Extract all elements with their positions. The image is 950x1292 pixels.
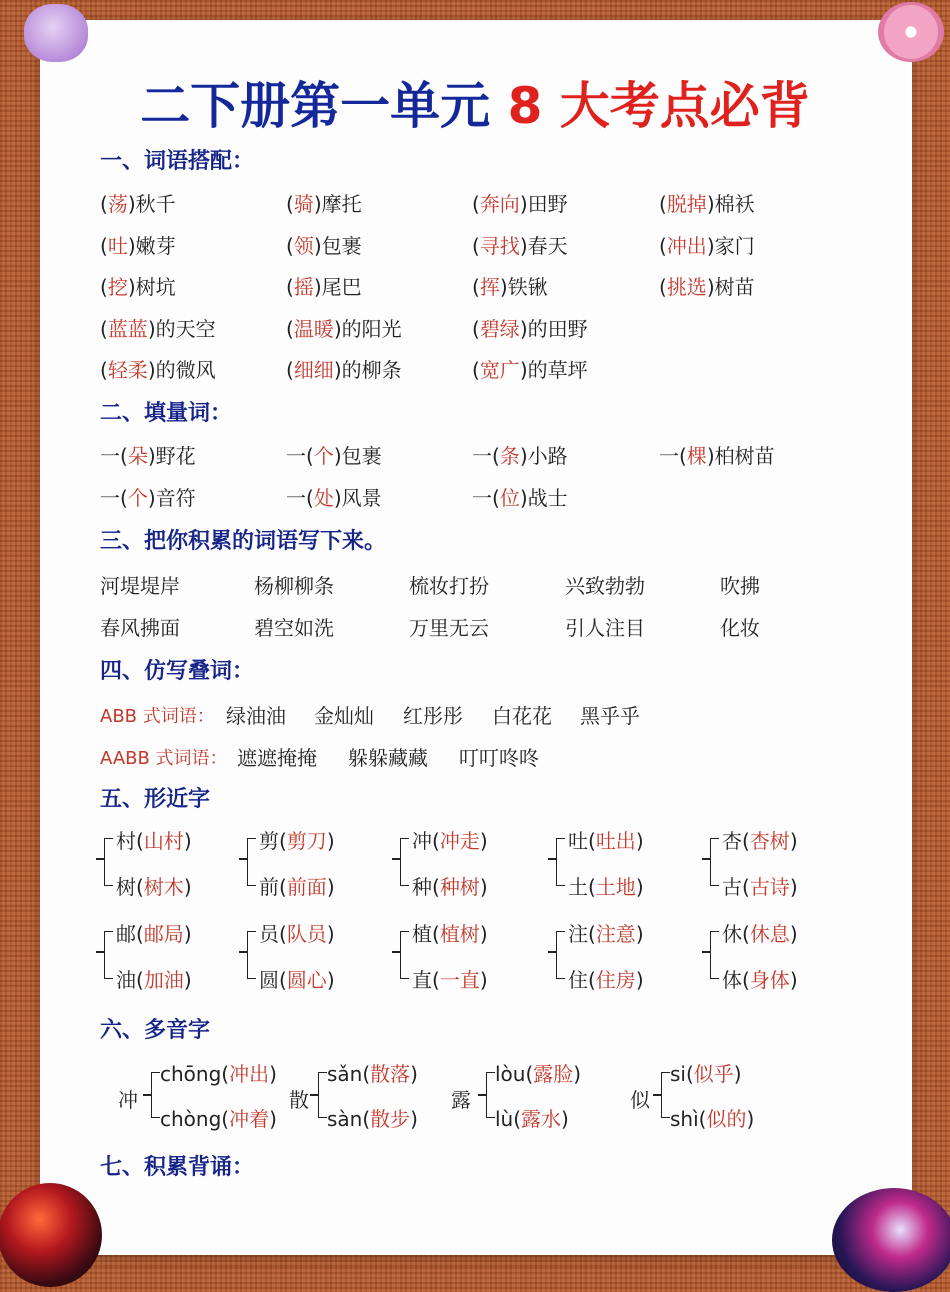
bracket-icon [247, 931, 256, 979]
measure-word-noun: 战士 [527, 486, 568, 510]
collocation-item: (挑选)树苗 [659, 275, 755, 299]
collocation-item: (轻柔)的微风 [100, 358, 216, 382]
reduplication-word: 金灿灿 [314, 704, 374, 728]
similar-char: 杏 [722, 829, 742, 853]
collocation-item: (冲出)家门 [659, 234, 755, 258]
similar-char: 注 [568, 922, 588, 946]
vocabulary-word: 引人注目 [565, 616, 645, 640]
reduplication-word: 黑乎乎 [580, 704, 640, 728]
collocation-answer: 摇 [293, 275, 314, 299]
collocation-word: 嫩芽 [135, 234, 176, 258]
vocabulary-word: 春风拂面 [100, 616, 180, 640]
similar-char: 住 [568, 968, 588, 992]
collocation-answer: 细细 [293, 358, 334, 382]
similar-char: 冲 [412, 829, 432, 853]
measure-word-item: 一(个)包裹 [286, 444, 382, 468]
measure-word-answer: 个 [313, 444, 334, 468]
collocation-answer: 挖 [107, 275, 128, 299]
vocabulary-word: 梳妆打扮 [409, 574, 489, 598]
vocabulary-word: 碧空如洗 [254, 616, 334, 640]
similar-char-word: 注意 [595, 922, 636, 946]
bracket-icon [710, 838, 719, 886]
polyphone-reading: chōng(冲出) [160, 1062, 277, 1086]
similar-char-word: 种树 [439, 875, 480, 899]
similar-char: 员 [259, 922, 279, 946]
vocabulary-word: 杨柳柳条 [254, 574, 334, 598]
measure-word-answer: 朵 [127, 444, 148, 468]
polyphone-word: 散步 [370, 1107, 411, 1131]
collocation-answer: 领 [293, 234, 314, 258]
section-7-heading: 七、积累背诵： [100, 1155, 255, 1180]
similar-char-entry: 注(注意) [568, 922, 644, 946]
collocation-word: 的天空 [155, 317, 216, 341]
similar-char-word: 冲走 [439, 829, 480, 853]
collocation-word: 春天 [527, 234, 568, 258]
similar-char: 古 [722, 875, 742, 899]
polyphone-word: 似的 [706, 1107, 747, 1131]
similar-char-word: 邮局 [143, 922, 184, 946]
polyphone-char: 冲 [118, 1088, 138, 1112]
similar-char-word: 古诗 [749, 875, 790, 899]
reduplication-word: 白花花 [492, 704, 552, 728]
page-title [0, 66, 950, 136]
galaxy-marble-left-icon [0, 1183, 102, 1287]
collocation-item: (荡)秋千 [100, 192, 176, 216]
pinyin: shì [670, 1107, 699, 1131]
similar-char-entry: 住(住房) [568, 968, 644, 992]
vocabulary-word: 兴致勃勃 [565, 574, 645, 598]
similar-char-word: 加油 [143, 968, 184, 992]
bracket-icon [556, 838, 565, 886]
similar-char-word: 前面 [286, 875, 327, 899]
polyphone-reading: chòng(冲着) [160, 1107, 277, 1131]
reduplication-word: 红彤彤 [403, 704, 463, 728]
polyphone-char: 露 [451, 1088, 471, 1112]
vocabulary-word: 吹拂 [720, 574, 760, 598]
collocation-answer: 寻找 [479, 234, 520, 258]
measure-word-item: 一(棵)柏树苗 [659, 444, 775, 468]
measure-word-noun: 小路 [527, 444, 568, 468]
measure-word-item: 一(朵)野花 [100, 444, 196, 468]
similar-char-entry: 古(古诗) [722, 875, 798, 899]
similar-char-word: 土地 [595, 875, 636, 899]
similar-char: 前 [259, 875, 279, 899]
collocation-item: (宽广)的草坪 [472, 358, 588, 382]
pinyin: sǎn [327, 1062, 363, 1086]
collocation-word: 铁锹 [507, 275, 548, 299]
section-5-heading: 五、形近字 [100, 787, 211, 812]
measure-word-answer: 个 [127, 486, 148, 510]
collocation-word: 摩托 [321, 192, 362, 216]
collocation-answer: 骑 [293, 192, 314, 216]
measure-word-item: 一(处)风景 [286, 486, 382, 510]
similar-char: 直 [412, 968, 432, 992]
similar-char-entry: 休(休息) [722, 922, 798, 946]
collocation-item: (温暖)的阳光 [286, 317, 402, 341]
collocation-item: (吐)嫩芽 [100, 234, 176, 258]
title-highlight: 8 大考点必背 [507, 77, 810, 135]
collocation-word: 尾巴 [321, 275, 362, 299]
bracket-icon [710, 931, 719, 979]
similar-char-word: 休息 [749, 922, 790, 946]
measure-word-noun: 野花 [155, 444, 196, 468]
collocation-word: 的柳条 [341, 358, 402, 382]
similar-char: 树 [116, 875, 136, 899]
measure-word-item: 一(条)小路 [472, 444, 568, 468]
similar-char-entry: 村(山村) [116, 829, 192, 853]
collocation-word: 田野 [527, 192, 568, 216]
polyphone-reading: lòu(露脸) [495, 1062, 582, 1086]
collocation-word: 棉袄 [714, 192, 755, 216]
measure-word-answer: 条 [499, 444, 520, 468]
similar-char-word: 剪刀 [286, 829, 327, 853]
similar-char-entry: 种(种树) [412, 875, 488, 899]
collocation-word: 树坑 [135, 275, 176, 299]
measure-word-item: 一(个)音符 [100, 486, 196, 510]
similar-char-word: 树木 [143, 875, 184, 899]
collocation-answer: 脱掉 [666, 192, 707, 216]
section-3-heading: 三、把你积累的词语写下来。 [100, 529, 387, 554]
bracket-icon [400, 931, 409, 979]
similar-char: 休 [722, 922, 742, 946]
similar-char-word: 杏树 [749, 829, 790, 853]
bracket-icon [486, 1072, 495, 1118]
similar-char: 剪 [259, 829, 279, 853]
similar-char-word: 吐出 [595, 829, 636, 853]
collocation-item: (挖)树坑 [100, 275, 176, 299]
similar-char-word: 一直 [439, 968, 480, 992]
bracket-icon [661, 1072, 670, 1118]
collocation-item: (奔向)田野 [472, 192, 568, 216]
polyphone-word: 冲着 [229, 1107, 270, 1131]
similar-char-entry: 冲(冲走) [412, 829, 488, 853]
collocation-item: (领)包裹 [286, 234, 362, 258]
collocation-answer: 挥 [479, 275, 500, 299]
section-2-heading: 二、填量词： [100, 401, 233, 426]
bear-pin-icon [24, 4, 88, 62]
reduplication-word: 绿油油 [226, 704, 286, 728]
bracket-icon [318, 1072, 327, 1118]
reduplication-word: 遮遮掩掩 [237, 746, 317, 770]
bracket-icon [556, 931, 565, 979]
pinyin: chōng [160, 1062, 222, 1086]
vocabulary-word: 万里无云 [409, 616, 489, 640]
measure-word-answer: 位 [499, 486, 520, 510]
similar-char: 吐 [568, 829, 588, 853]
similar-char-word: 队员 [286, 922, 327, 946]
similar-char: 植 [412, 922, 432, 946]
similar-char-word: 身体 [749, 968, 790, 992]
collocation-answer: 挑选 [666, 275, 707, 299]
measure-word-noun: 包裹 [341, 444, 382, 468]
polyphone-reading: sàn(散步) [327, 1107, 418, 1131]
measure-word-noun: 柏树苗 [714, 444, 775, 468]
section-1-heading: 一、词语搭配： [100, 149, 255, 174]
title-main: 二下册第一单元 [140, 77, 491, 135]
bracket-icon [151, 1072, 160, 1118]
collocation-item: (骑)摩托 [286, 192, 362, 216]
similar-char: 体 [722, 968, 742, 992]
measure-word-noun: 风景 [341, 486, 382, 510]
vocabulary-word: 河堤堤岸 [100, 574, 180, 598]
polyphone-reading: shì(似的) [670, 1107, 755, 1131]
collocation-item: (挥)铁锹 [472, 275, 548, 299]
collocation-word: 秋千 [135, 192, 176, 216]
similar-char-entry: 植(植树) [412, 922, 488, 946]
reduplication-label: AABB 式词语： [100, 748, 228, 769]
polyphone-char: 散 [289, 1088, 309, 1112]
similar-char-word: 山村 [143, 829, 184, 853]
reduplication-word: 躲躲藏藏 [348, 746, 428, 770]
collocation-word: 家门 [714, 234, 755, 258]
polyphone-word: 露水 [521, 1107, 562, 1131]
section-6-heading: 六、多音字 [100, 1018, 211, 1043]
similar-char-entry: 圆(圆心) [259, 968, 335, 992]
similar-char: 种 [412, 875, 432, 899]
collocation-item: (摇)尾巴 [286, 275, 362, 299]
measure-word-item: 一(位)战士 [472, 486, 568, 510]
similar-char: 邮 [116, 922, 136, 946]
pinyin: lòu [495, 1062, 526, 1086]
polyphone-word: 露脸 [533, 1062, 574, 1086]
pinyin: lù [495, 1107, 514, 1131]
collocation-word: 树苗 [714, 275, 755, 299]
galaxy-marble-right-icon [832, 1188, 950, 1292]
collocation-item: (细细)的柳条 [286, 358, 402, 382]
collocation-answer: 宽广 [479, 358, 520, 382]
measure-word-answer: 处 [313, 486, 334, 510]
collocation-answer: 荡 [107, 192, 128, 216]
collocation-answer: 碧绿 [479, 317, 520, 341]
collocation-answer: 奔向 [479, 192, 520, 216]
similar-char-word: 住房 [595, 968, 636, 992]
collocation-answer: 温暖 [293, 317, 334, 341]
collocation-answer: 冲出 [666, 234, 707, 258]
similar-char-entry: 杏(杏树) [722, 829, 798, 853]
similar-char-word: 植树 [439, 922, 480, 946]
collocation-answer: 吐 [107, 234, 128, 258]
similar-char-entry: 吐(吐出) [568, 829, 644, 853]
collocation-word: 的草坪 [527, 358, 588, 382]
similar-char-entry: 邮(邮局) [116, 922, 192, 946]
polyphone-word: 冲出 [229, 1062, 270, 1086]
pinyin: chòng [160, 1107, 222, 1131]
vocabulary-word: 化妆 [720, 616, 760, 640]
collocation-word: 的阳光 [341, 317, 402, 341]
collocation-answer: 轻柔 [107, 358, 148, 382]
similar-char: 村 [116, 829, 136, 853]
similar-char-entry: 剪(剪刀) [259, 829, 335, 853]
collocation-item: (寻找)春天 [472, 234, 568, 258]
similar-char: 土 [568, 875, 588, 899]
similar-char: 圆 [259, 968, 279, 992]
section-4-heading: 四、仿写叠词： [100, 659, 255, 684]
reduplication-label: ABB 式词语： [100, 706, 215, 727]
similar-char-entry: 树(树木) [116, 875, 192, 899]
polyphone-reading: lù(露水) [495, 1107, 569, 1131]
measure-word-answer: 棵 [686, 444, 707, 468]
polyphone-char: 似 [630, 1088, 650, 1112]
collocation-item: (蓝蓝)的天空 [100, 317, 216, 341]
similar-char-entry: 直(一直) [412, 968, 488, 992]
bracket-icon [104, 931, 113, 979]
collocation-word: 的田野 [527, 317, 588, 341]
similar-char: 油 [116, 968, 136, 992]
similar-char-entry: 员(队员) [259, 922, 335, 946]
polyphone-word: 散落 [370, 1062, 411, 1086]
bracket-icon [104, 838, 113, 886]
polyphone-reading: si(似乎) [670, 1062, 742, 1086]
similar-char-entry: 土(土地) [568, 875, 644, 899]
similar-char-entry: 油(加油) [116, 968, 192, 992]
collocation-item: (碧绿)的田野 [472, 317, 588, 341]
donut-pin-icon [878, 2, 944, 62]
bracket-icon [247, 838, 256, 886]
measure-word-noun: 音符 [155, 486, 196, 510]
similar-char-entry: 前(前面) [259, 875, 335, 899]
polyphone-word: 似乎 [693, 1062, 734, 1086]
collocation-word: 的微风 [155, 358, 216, 382]
collocation-answer: 蓝蓝 [107, 317, 148, 341]
pinyin: si [670, 1062, 686, 1086]
similar-char-word: 圆心 [286, 968, 327, 992]
polyphone-reading: sǎn(散落) [327, 1062, 418, 1086]
collocation-item: (脱掉)棉袄 [659, 192, 755, 216]
similar-char-entry: 体(身体) [722, 968, 798, 992]
collocation-word: 包裹 [321, 234, 362, 258]
bracket-icon [400, 838, 409, 886]
reduplication-word: 叮叮咚咚 [459, 746, 539, 770]
pinyin: sàn [327, 1107, 363, 1131]
